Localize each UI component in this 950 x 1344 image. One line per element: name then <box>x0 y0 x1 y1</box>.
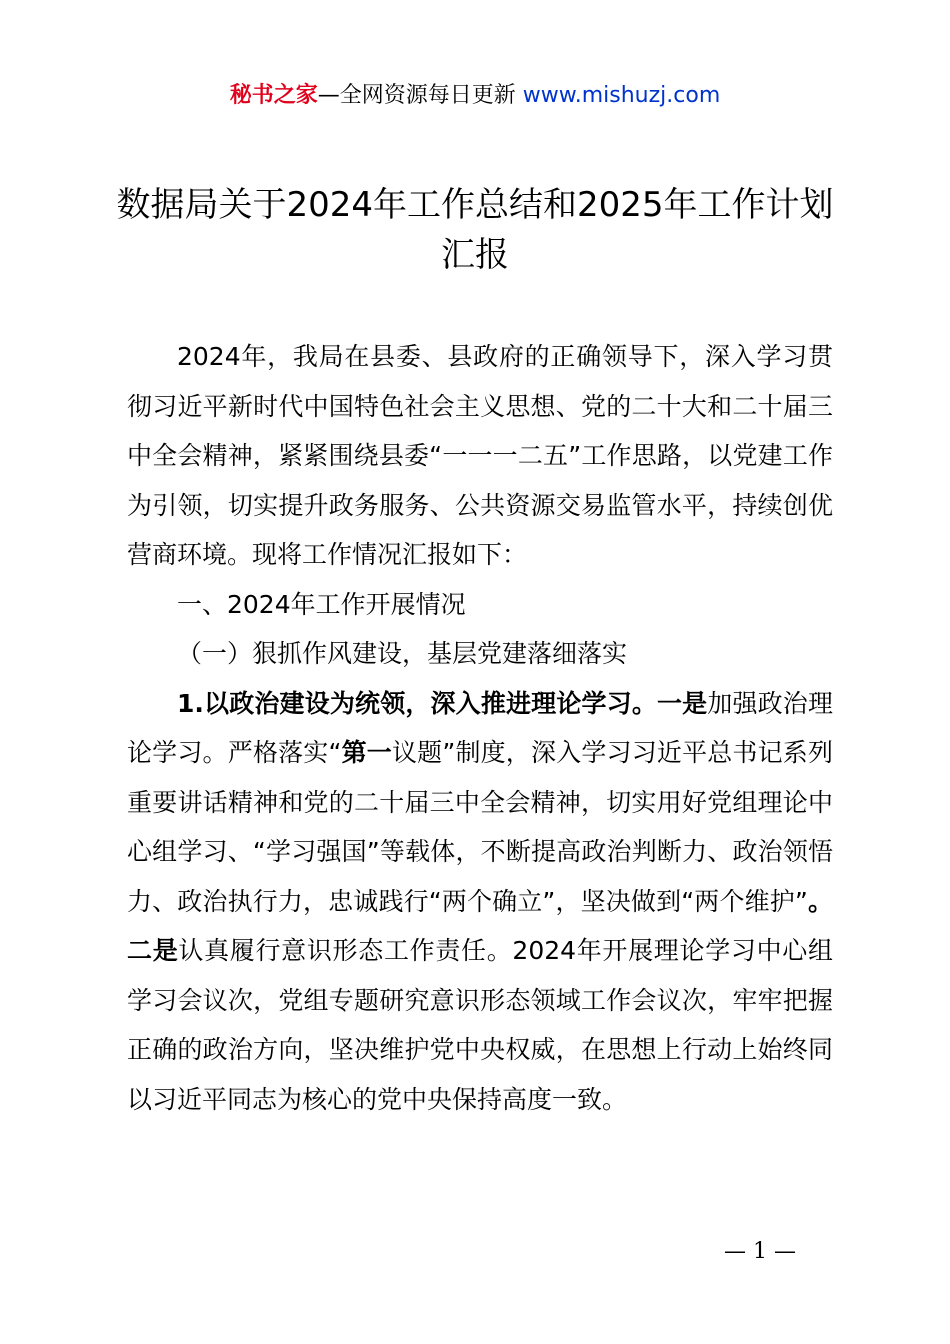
point-text-2: 议题”制度，深入学习习近平总书记系列重要讲话精神和党的二十届三中全会精神，切实用好党组理论中心组学习、“学习强国”等载体，不断提高政治判断力、政治领悟力、政治执行力，忠诚践行“两个确立”，坚决做到“两个维护” <box>127 738 833 916</box>
point-text-1: 加强政治理论学习。严格落实“ <box>127 688 833 767</box>
tagline: —全网资源每日更新 <box>317 83 523 108</box>
page-number: — 1 — <box>724 1239 796 1264</box>
intro-paragraph: 2024年，我局在县委、县政府的正确领导下，深入学习贯彻习近平新时代中国特色社会主义思想、党的二十大和二十届三中全会精神，紧紧围绕县委“一一一二五”工作思路，以党建工作为引领，切实提升政务服务、公共资源交易监管水平，持续创优营商环境。现将工作情况汇报如下： <box>127 342 833 569</box>
subsection-heading: （一）狠抓作风建设，基层党建落细落实 <box>177 639 628 668</box>
brand-name: 秘书之家 <box>229 83 318 108</box>
point-text-3: 认真履行意识形态工作责任。2024年开展理论学习中心组学习会议次，党组专题研究意识形态领域工作会议次，牢牢把握正确的政治方向，坚决维护党中央权威，在思想上行动上始终同以习近平同志为核心的党中央保持高度一致。 <box>127 936 833 1114</box>
point-marker-1: 一是 <box>656 688 708 718</box>
emphasis-text: 第一 <box>341 738 392 767</box>
document-body <box>127 332 833 1124</box>
document-title: 数据局关于2024年工作总结和2025年工作计划汇报 <box>116 185 834 275</box>
site-url[interactable]: www.mishuzj.com <box>522 83 721 108</box>
point-marker-2: 。二是 <box>127 886 833 965</box>
item-paragraph <box>127 679 833 1125</box>
section-heading: 一、2024年工作开展情况 <box>177 589 466 619</box>
item-heading: 1.以政治建设为统领，深入推进理论学习。 <box>177 688 657 718</box>
site-header <box>0 80 950 112</box>
